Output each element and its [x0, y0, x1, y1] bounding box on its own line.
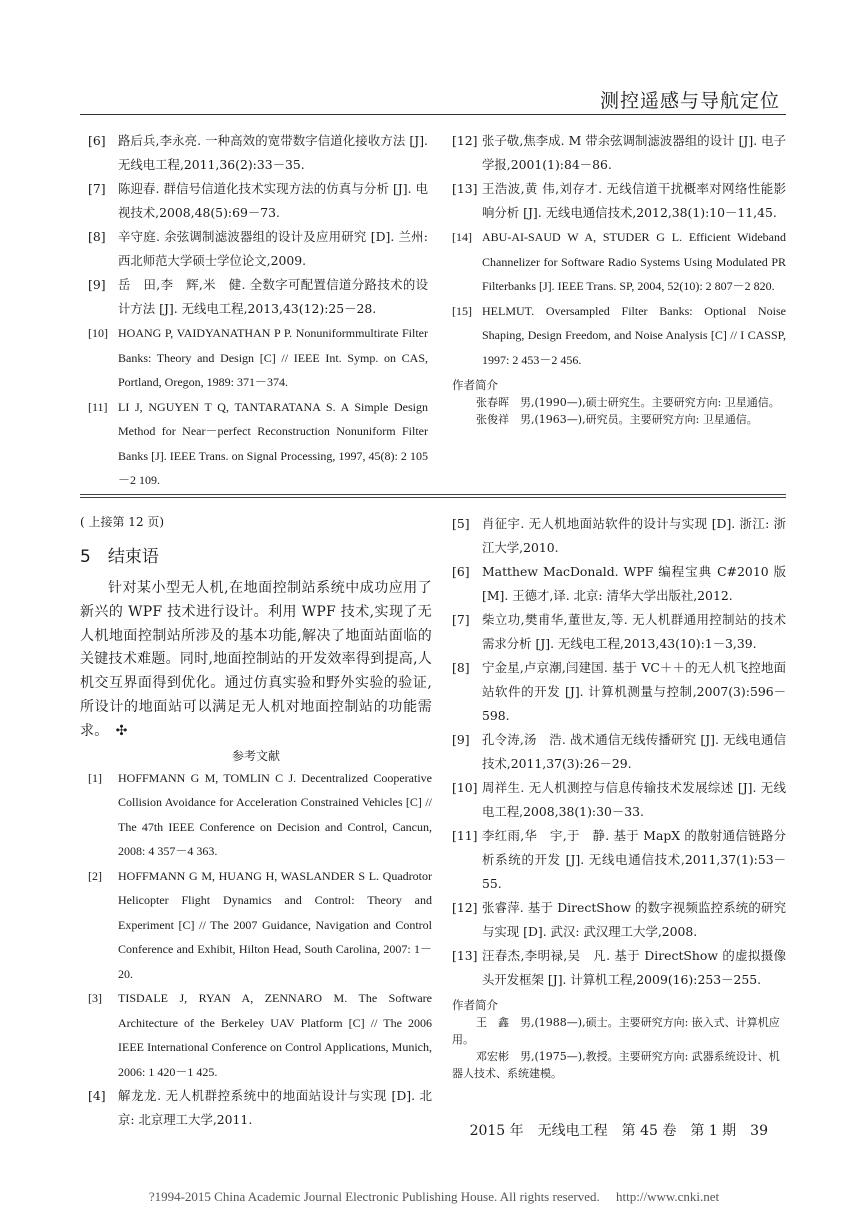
- reference-number: [13]: [452, 181, 478, 196]
- reference-number: [4]: [88, 1088, 106, 1104]
- reference-number: [7]: [88, 181, 106, 196]
- reference-number: [11]: [88, 399, 108, 414]
- top-left-references: [88, 129, 428, 493]
- reference-number: [15]: [452, 303, 472, 318]
- reference-text: 辛守庭. 余弦调制滤波器组的设计及应用研究 [D]. 兰州: 西北师范大学硕士学位论文,2009.: [118, 229, 428, 268]
- reference-item: [88, 766, 432, 864]
- reference-item: [452, 824, 786, 896]
- reference-number: [12]: [452, 133, 478, 148]
- reference-item: [88, 129, 428, 177]
- reference-number: [6]: [452, 564, 470, 579]
- reference-item: [452, 944, 786, 992]
- reference-item: [452, 776, 786, 824]
- reference-text: 路后兵,李永亮. 一种高效的宽带数字信道化接收方法 [J]. 无线电工程,2011,36(2):33－35.: [118, 133, 428, 172]
- copyright-notice: ?1994-2015 China Academic Journal Electronic Publishing House. All rights reserved. http://www.cnki.net: [148, 1189, 720, 1204]
- author-intro-line: 张春晖 男,(1990—),硕士研究生。主要研究方向: 卫星通信。: [476, 396, 780, 409]
- reference-item: [452, 656, 786, 728]
- reference-item: [452, 896, 786, 944]
- reference-text: TISDALE J, RYAN A, ZENNARO M. The Software Architecture of the Berkeley UAV Platform [C] // The 2006 IEEE International Conference on Control Applications, Munich, 2006: 1 420－1 425.: [118, 991, 432, 1079]
- references-heading: 参考文献: [231, 748, 280, 763]
- reference-number: [13]: [452, 948, 478, 963]
- reference-number: [5]: [452, 516, 470, 531]
- reference-text: LI J, NGUYEN T Q, TANTARATANA S. A Simple Design Method for Near－perfect Reconstruction Nonuniform Filter Banks [J]. IEEE Trans. on Signal Processing, 1997, 45(8): 2 105－2 109.: [118, 399, 428, 487]
- reference-item: [88, 177, 428, 225]
- author-intro-title: 作者简介: [452, 998, 498, 1012]
- reference-item: [452, 608, 786, 656]
- reference-number: [8]: [88, 229, 106, 244]
- reference-text: 陈迎春. 群信号信道化技术实现方法的仿真与分析 [J]. 电视技术,2008,48(5):69－73.: [118, 181, 428, 220]
- reference-item: [88, 864, 432, 987]
- reference-text: Matthew MacDonald. WPF 编程宝典 C#2010 版 [M]. 王德才,译. 北京: 清华大学出版社,2012.: [482, 564, 786, 603]
- reference-text: 肖征宇. 无人机地面站软件的设计与实现 [D]. 浙江: 浙江大学,2010.: [482, 516, 786, 555]
- reference-text: 张子敬,焦李成. M 带余弦调制滤波器组的设计 [J]. 电子学报,2001(1):84－86.: [482, 133, 786, 172]
- reference-item: [452, 129, 786, 177]
- reference-number: [10]: [88, 326, 108, 340]
- header-rule: [80, 114, 786, 115]
- reference-item: [452, 225, 786, 299]
- reference-item: [452, 728, 786, 776]
- reference-number: [7]: [452, 612, 470, 627]
- reference-item: [452, 299, 786, 373]
- section-divider: [80, 497, 786, 498]
- reference-text: 解龙龙. 无人机群控系统中的地面站设计与实现 [D]. 北京: 北京理工大学,2011.: [118, 1088, 432, 1128]
- reference-item: [88, 225, 428, 273]
- reference-text: HELMUT. Oversampled Filter Banks: Optional Noise Shaping, Design Freedom, and Noise Analysis [C] // I CASSP, 1997: 2 453－2 456.: [482, 303, 786, 367]
- top-right-references: [452, 129, 786, 428]
- reference-item: [88, 395, 428, 493]
- reference-item: [452, 512, 786, 560]
- reference-number: [11]: [452, 828, 478, 843]
- reference-number: [12]: [452, 900, 478, 915]
- reference-number: [9]: [452, 732, 470, 747]
- reference-number: [10]: [452, 780, 478, 795]
- reference-text: 岳 田,李 辉,米 健. 全数字可配置信道分路技术的设计方法 [J]. 无线电工程,2013,43(12):25－28.: [118, 277, 428, 316]
- reference-number: [8]: [452, 660, 470, 675]
- reference-text: 汪春杰,李明禄,吴 凡. 基于 DirectShow 的虚拟摄像头开发框架 [J]. 计算机工程,2009(16):253－255.: [482, 948, 786, 987]
- page-footer: 2015 年 无线电工程 第 45 卷 第 1 期 39: [469, 1123, 768, 1139]
- reference-text: HOFFMANN G M, TOMLIN C J. Decentralized Cooperative Collision Avoidance for Acceleration Constrained Vehicles [C] // The 47th IEEE Conference on Decision and Control, Cancun, 2008: 4 357－4 363.: [118, 770, 432, 859]
- reference-number: [1]: [88, 770, 102, 785]
- bottom-right-references: [452, 512, 786, 1082]
- reference-text: 孔令涛,汤 浩. 战术通信无线传播研究 [J]. 无线电通信技术,2011,37(3):26－29.: [482, 732, 786, 771]
- author-intro-line: 王 鑫 男,(1988—),硕士。主要研究方向: 嵌入式、计算机应用。: [452, 1016, 780, 1046]
- conclusion-paragraph: 针对某小型无人机,在地面控制站系统中成功应用了新兴的 WPF 技术进行设计。利用 WPF 技术,实现了无人机地面控制站所涉及的基本功能,解决了地面站面临的关键技术难题。同时,地面控制站的开发效率得到提高,人机交互界面得到优化。通过仿真实验和野外实验的验证,所设计的地面站可以满足无人机对地面控制站的功能需求。 ✣: [80, 580, 432, 739]
- reference-item: [452, 560, 786, 608]
- reference-text: ABU-AI-SAUD W A, STUDER G L. Efficient Wideband Channelizer for Software Radio Systems Using Modulated PR Filterbanks [J]. IEEE Trans. SP, 2004, 52(10): 2 807－2 820.: [482, 230, 786, 293]
- reference-text: 王浩波,黄 伟,刘存才. 无线信道干扰概率对网络性能影响分析 [J]. 无线电通信技术,2012,38(1):10－11,45.: [482, 181, 786, 220]
- reference-text: 李红雨,华 宇,于 静. 基于 MapX 的散射通信链路分析系统的开发 [J]. 无线电通信技术,2011,37(1):53－55.: [482, 828, 786, 891]
- reference-text: 柴立功,樊甫华,董世友,等. 无人机群通用控制站的技术需求分析 [J]. 无线电工程,2013,43(10):1－3,39.: [482, 612, 786, 651]
- reference-item: [88, 273, 428, 321]
- author-intro-line: 邓宏彬 男,(1975—),教授。主要研究方向: 武器系统设计、机器人技术、系统建模。: [452, 1050, 780, 1080]
- reference-number: [14]: [452, 230, 472, 244]
- running-header: 测控遥感与导航定位: [599, 90, 780, 112]
- reference-text: HOFFMANN G M, HUANG H, WASLANDER S L. Quadrotor Helicopter Flight Dynamics and Control: Theory and Experiment [C] // The 2007 Guidance, Navigation and Control Conference and Exhibit, Hilton Head, South Carolina, 2007: 1－20.: [118, 868, 432, 981]
- reference-text: HOANG P, VAIDYANATHAN P P. Nonuniformmultirate Filter Banks: Theory and Design [C] // IEEE Int. Symp. on CAS, Portland, Oregon, 1989: 371－374.: [118, 326, 428, 389]
- reference-text: 宁金星,卢京潮,闫建国. 基于 VC＋＋的无人机飞控地面站软件的开发 [J]. 计算机测量与控制,2007(3):596－598.: [482, 660, 786, 723]
- reference-number: [9]: [88, 277, 106, 292]
- reference-item: [88, 1084, 432, 1132]
- reference-item: [88, 321, 428, 395]
- reference-text: 张睿萍. 基于 DirectShow 的数字视频监控系统的研究与实现 [D]. 武汉: 武汉理工大学,2008.: [482, 900, 786, 939]
- section-divider: [80, 494, 786, 495]
- author-intro-line: 张俊祥 男,(1963—),研究员。主要研究方向: 卫星通信。: [476, 413, 758, 426]
- reference-number: [6]: [88, 133, 106, 148]
- author-intro-title: 作者简介: [452, 378, 498, 392]
- section-heading: 5 结束语: [80, 547, 159, 567]
- conclusion-column: [80, 512, 432, 1132]
- reference-number: [2]: [88, 868, 102, 883]
- reference-text: 周祥生. 无人机测控与信息传输技术发展综述 [J]. 无线电工程,2008,38(1):30－33.: [482, 780, 786, 819]
- continued-note: ( 上接第 12 页): [80, 515, 165, 529]
- reference-item: [88, 986, 432, 1084]
- reference-item: [452, 177, 786, 225]
- reference-number: [3]: [88, 991, 102, 1006]
